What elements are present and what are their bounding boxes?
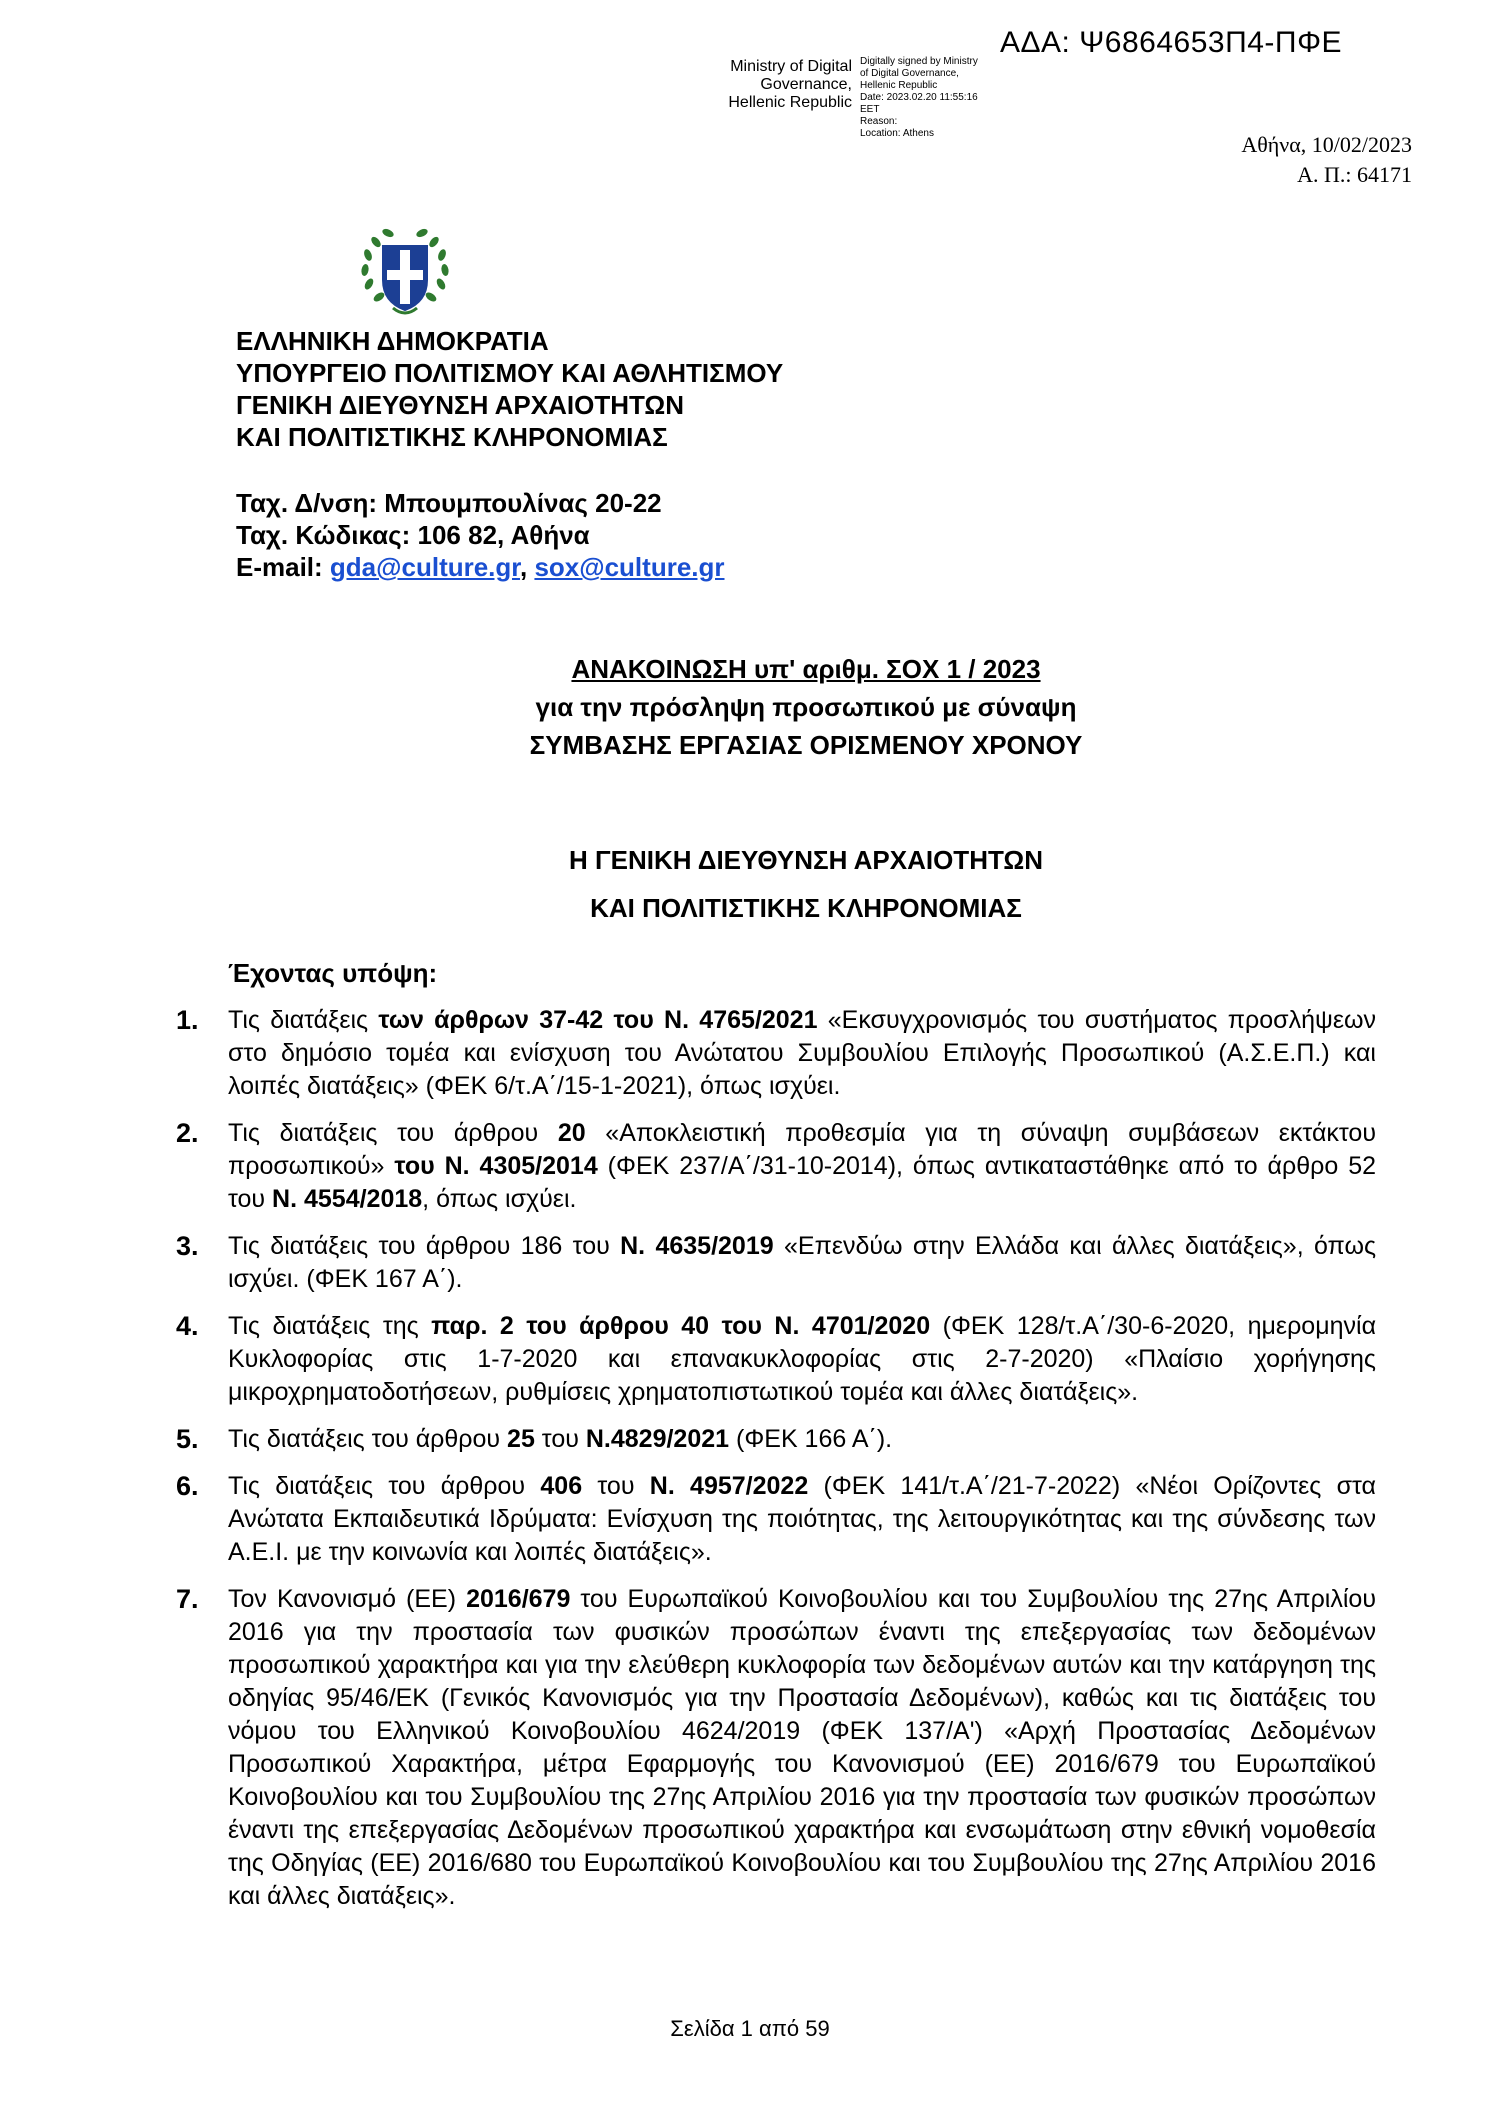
signature-details	[860, 56, 978, 140]
ada-code: ΑΔΑ: Ψ6864653Π4-ΠΦΕ	[1000, 26, 1343, 59]
contact-address	[236, 487, 725, 583]
email-line	[236, 551, 725, 583]
announcement-subtitle: για την πρόσληψη προσωπικού με σύναψη	[535, 692, 1077, 722]
list-item-text: Τις διατάξεις του άρθρου	[228, 1425, 508, 1453]
list-item-text: (ΦΕΚ 237/Α΄/31-10-2014), όπως αντικαταστάθηκε από το άρθρο 52 του	[228, 1152, 1377, 1213]
list-item-emphasis: Ν. 4635/2019	[620, 1232, 774, 1260]
signature-detail-line: Location: Athens	[860, 128, 934, 139]
header-line: ΥΠΟΥΡΓΕΙΟ ΠΟΛΙΤΙΣΜΟΥ ΚΑΙ ΑΘΛΗΤΙΣΜΟΥ	[236, 358, 784, 388]
signature-detail-line: Digitally signed by Ministry	[860, 56, 978, 67]
protocol-number: Α. Π.: 64171	[1297, 162, 1412, 187]
authority-heading: ΚΑΙ ΠΟΛΙΤΙΣΤΙΚΗΣ ΚΛΗΡΟΝΟΜΙΑΣ	[590, 893, 1022, 923]
signer-line: Ministry of Digital	[730, 58, 852, 75]
list-item-emphasis: 406	[540, 1472, 583, 1500]
list-item	[176, 1117, 1376, 1216]
list-item-text: (ΦΕΚ 141/τ.Α΄/21-7-2022) «Νέοι Ορίζοντες στα Ανώτατα Εκπαιδευτικά Ιδρύματα: Ενίσχυση της ποιότητας, της λειτουργικότητας και της σύνδεσης των Α.Ε.Ι. με την κοινωνία και λοιπές διατάξεις».	[228, 1472, 1377, 1566]
authority-heading: Η ΓΕΝΙΚΗ ΔΙΕΥΘΥΝΣΗ ΑΡΧΑΙΟΤΗΤΩΝ	[568, 845, 1044, 875]
list-item	[176, 1230, 1376, 1296]
list-item-text: (ΦΕΚ 128/τ.Α΄/30-6-2020, ημερομηνία Κυκλοφορίας στις 1-7-2020 και επανακυκλοφορίας στις 2-7-2020) «Πλαίσιο χορήγησης μικροχρηματοδοτήσεων, ρυθμίσεις χρηματοπιστωτικού τομέα και άλλες διατάξεις».	[228, 1312, 1377, 1406]
street-address: Ταχ. Δ/νση: Μπουμπουλίνας 20-22	[236, 488, 662, 518]
list-item	[176, 1004, 1376, 1103]
email-link-gda[interactable]: gda@culture.gr	[329, 552, 520, 582]
list-item	[176, 1470, 1376, 1569]
list-item-emphasis: 20	[557, 1119, 586, 1147]
list-item	[176, 1423, 1376, 1456]
list-item-emphasis: Ν. 4957/2022	[649, 1472, 809, 1500]
signature-detail-line: EET	[860, 104, 880, 115]
list-item-text: Τις διατάξεις της	[228, 1312, 432, 1340]
list-item-text: του Ευρωπαϊκού Κοινοβουλίου και του Συμβουλίου της 27ης Απριλίου 2016 για την προστασία των φυσικών προσώπων έναντι της επεξεργασίας των δεδομένων προσωπικού χαρακτήρα και για την ελεύθερη κυκλοφορία των δεδομένων αυτών και την κατάργηση της οδηγίας 95/46/ΕΚ (Γενικός Κανονισμός για την Προστασία Δεδομένων), καθώς και τις διατάξεις του νόμου του Ελληνικού Κοινοβουλίου 4624/2019 (ΦΕΚ 137/Α') «Αρχή Προστασίας Δεδομένων Προσωπικού Χαρακτήρα, μέτρα Εφαρμογής του Κανονισμού (ΕΕ) 2016/679 του Ευρωπαϊκού Κοινοβουλίου και του Συμβουλίου της 27ης Απριλίου 2016 για την προστασία των φυσικών προσώπων έναντι της επεξεργασίας Δεδομένων προσωπικού χαρακτήρα και ενσωμάτωση στην εθνική νομοθεσία της Οδηγίας (ΕΕ) 2016/680 του Ευρωπαϊκού Κοινοβουλίου και του Συμβουλίου της 27ης Απριλίου 2016 και άλλες διατάξεις».	[228, 1585, 1376, 1910]
list-item-number: 5.	[176, 1424, 199, 1454]
list-item-emphasis: των άρθρων 37-42 του Ν. 4765/2021	[378, 1006, 818, 1034]
list-item-number: 3.	[176, 1231, 199, 1261]
list-item-emphasis: 25	[507, 1425, 535, 1453]
list-item-emphasis: του Ν. 4305/2014	[394, 1152, 598, 1180]
list-item-text: Τις διατάξεις του άρθρου	[228, 1472, 541, 1500]
header-line: ΚΑΙ ΠΟΛΙΤΙΣΤΙΚΗΣ ΚΛΗΡΟΝΟΜΙΑΣ	[236, 422, 668, 452]
list-item-number: 6.	[176, 1471, 199, 1501]
date-line: Αθήνα, 10/02/2023	[1241, 132, 1412, 157]
greek-emblem-icon	[355, 222, 455, 322]
list-item-text: Τις διατάξεις του άρθρου	[228, 1119, 558, 1147]
list-item-emphasis: παρ. 2 του άρθρου 40 του Ν. 4701/2020	[431, 1312, 931, 1340]
list-item-emphasis: Ν.4829/2021	[585, 1425, 730, 1453]
signer-line: Governance,	[760, 76, 852, 93]
list-item-text: «Αποκλειστική προθεσμία για τη σύναψη συμβάσεων εκτάκτου προσωπικού»	[228, 1119, 1376, 1180]
legal-basis-list	[176, 1004, 1376, 1927]
list-item-number: 1.	[176, 1005, 199, 1035]
list-item-text: του	[582, 1472, 650, 1500]
list-item-number: 2.	[176, 1118, 199, 1148]
header-line: ΕΛΛΗΝΙΚΗ ΔΗΜΟΚΡΑΤΙΑ	[236, 326, 549, 356]
email-label: E-mail:	[236, 552, 330, 582]
signer-line: Hellenic Republic	[728, 94, 852, 111]
email-separator: ,	[519, 552, 535, 582]
list-item-text: «Επενδύω στην Ελλάδα και άλλες διατάξεις», όπως ισχύει. (ΦΕΚ 167 Α΄).	[228, 1232, 1377, 1293]
list-item-text: του	[534, 1425, 586, 1453]
list-item	[176, 1310, 1376, 1409]
announcement-subtitle: ΣΥΜΒΑΣΗΣ ΕΡΓΑΣΙΑΣ ΟΡΙΣΜΕΝΟΥ ΧΡΟΝΟΥ	[529, 730, 1083, 760]
list-item-text: Τις διατάξεις του άρθρου 186 του	[228, 1232, 621, 1260]
issuer-header	[236, 325, 783, 453]
signature-detail-line: Reason:	[860, 116, 898, 127]
header-line: ΓΕΝΙΚΗ ΔΙΕΥΘΥΝΣΗ ΑΡΧΑΙΟΤΗΤΩΝ	[236, 390, 685, 420]
signature-detail-line: Hellenic Republic	[860, 80, 938, 91]
list-item-text: «Εκσυγχρονισμός του συστήματος προσλήψεων στο δημόσιο τομέα και ενίσχυση του Ανώτατου Συμβουλίου Επιλογής Προσωπικού (Α.Σ.Ε.Π.) και λοιπές διατάξεις» (ΦΕΚ 6/τ.Α΄/15-1-2021), όπως ισχύει.	[228, 1006, 1376, 1100]
considering-heading: Έχοντας υπόψη:	[228, 958, 438, 988]
list-item	[176, 1583, 1376, 1913]
list-item-text: Τις διατάξεις	[228, 1006, 379, 1034]
list-item-text: Τον Κανονισμό (ΕΕ)	[228, 1585, 467, 1613]
signature-detail-line: of Digital Governance,	[860, 68, 959, 79]
list-item-emphasis: 2016/679	[466, 1585, 571, 1613]
announcement-title: ΑΝΑΚΟΙΝΩΣΗ υπ' αριθμ. ΣΟΧ 1 / 2023	[571, 654, 1041, 684]
list-item-emphasis: Ν. 4554/2018	[272, 1185, 423, 1213]
signature-detail-line: Date: 2023.02.20 11:55:16	[860, 92, 978, 103]
signature-signer	[710, 58, 852, 112]
page-number: Σελίδα 1 από 59	[670, 2016, 830, 2041]
list-item-text: (ΦΕΚ 166 Α΄).	[729, 1425, 893, 1453]
list-item-number: 4.	[176, 1311, 199, 1341]
list-item-number: 7.	[176, 1584, 199, 1614]
date-block	[1150, 130, 1412, 190]
email-link-sox[interactable]: sox@culture.gr	[534, 552, 725, 582]
list-item-text: , όπως ισχύει.	[422, 1185, 577, 1213]
postal-code: Ταχ. Κώδικας: 106 82, Αθήνα	[236, 520, 590, 550]
